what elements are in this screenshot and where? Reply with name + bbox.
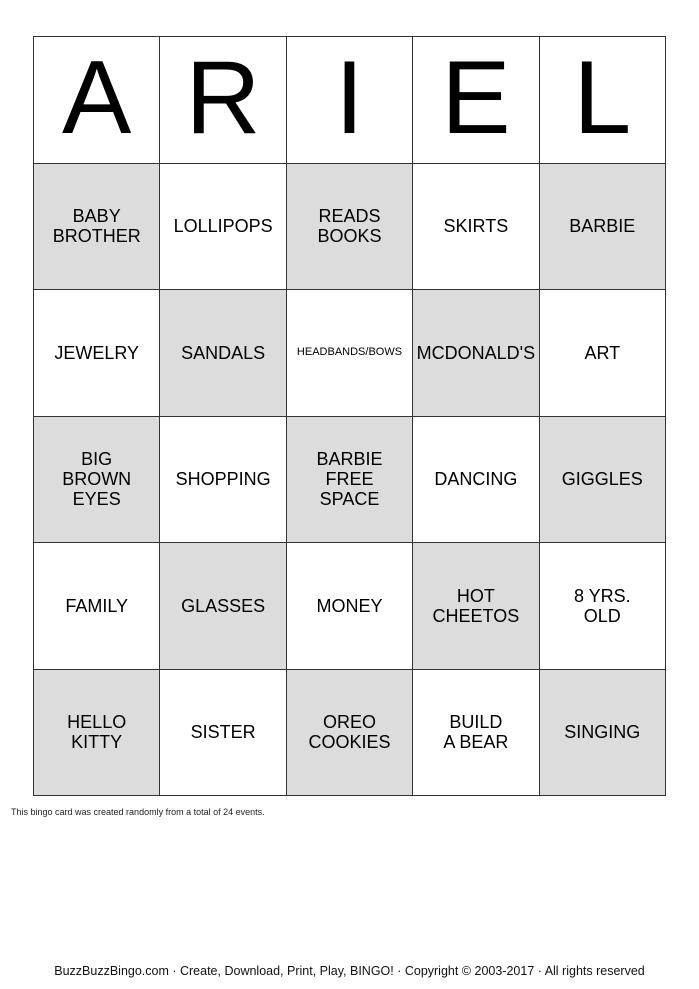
- bingo-square: SINGING: [540, 670, 666, 797]
- bingo-square: MONEY: [287, 543, 413, 670]
- bingo-square: MCDONALD'S: [413, 290, 539, 417]
- bingo-square: BABY BROTHER: [34, 164, 160, 291]
- bingo-square: SHOPPING: [160, 417, 286, 544]
- card-note: This bingo card was created randomly from a total of 24 events.: [11, 807, 265, 817]
- bingo-square: SISTER: [160, 670, 286, 797]
- bingo-square: READS BOOKS: [287, 164, 413, 291]
- bingo-square: OREO COOKIES: [287, 670, 413, 797]
- bingo-square: BUILD A BEAR: [413, 670, 539, 797]
- bingo-square: HEADBANDS/BOWS: [287, 290, 413, 417]
- bingo-card: [33, 36, 666, 796]
- header-letter-l: L: [540, 37, 666, 164]
- bingo-square: FAMILY: [34, 543, 160, 670]
- bingo-square: DANCING: [413, 417, 539, 544]
- bingo-square: JEWELRY: [34, 290, 160, 417]
- bingo-square: BARBIE: [540, 164, 666, 291]
- bingo-square: SANDALS: [160, 290, 286, 417]
- bingo-square: SKIRTS: [413, 164, 539, 291]
- header-letter-a: A: [34, 37, 160, 164]
- free-space-square: BARBIE FREE SPACE: [287, 417, 413, 544]
- bingo-square: ART: [540, 290, 666, 417]
- page-footer: BuzzBuzzBingo.com · Create, Download, Print, Play, BINGO! · Copyright © 2003-2017 · All rights reserved: [54, 964, 645, 978]
- header-letter-e: E: [413, 37, 539, 164]
- header-letter-r: R: [160, 37, 286, 164]
- bingo-square: GLASSES: [160, 543, 286, 670]
- header-letter-i: I: [287, 37, 413, 164]
- bingo-square: LOLLIPOPS: [160, 164, 286, 291]
- bingo-square: HELLO KITTY: [34, 670, 160, 797]
- bingo-square: 8 YRS. OLD: [540, 543, 666, 670]
- bingo-square: HOT CHEETOS: [413, 543, 539, 670]
- bingo-square: GIGGLES: [540, 417, 666, 544]
- bingo-square: BIG BROWN EYES: [34, 417, 160, 544]
